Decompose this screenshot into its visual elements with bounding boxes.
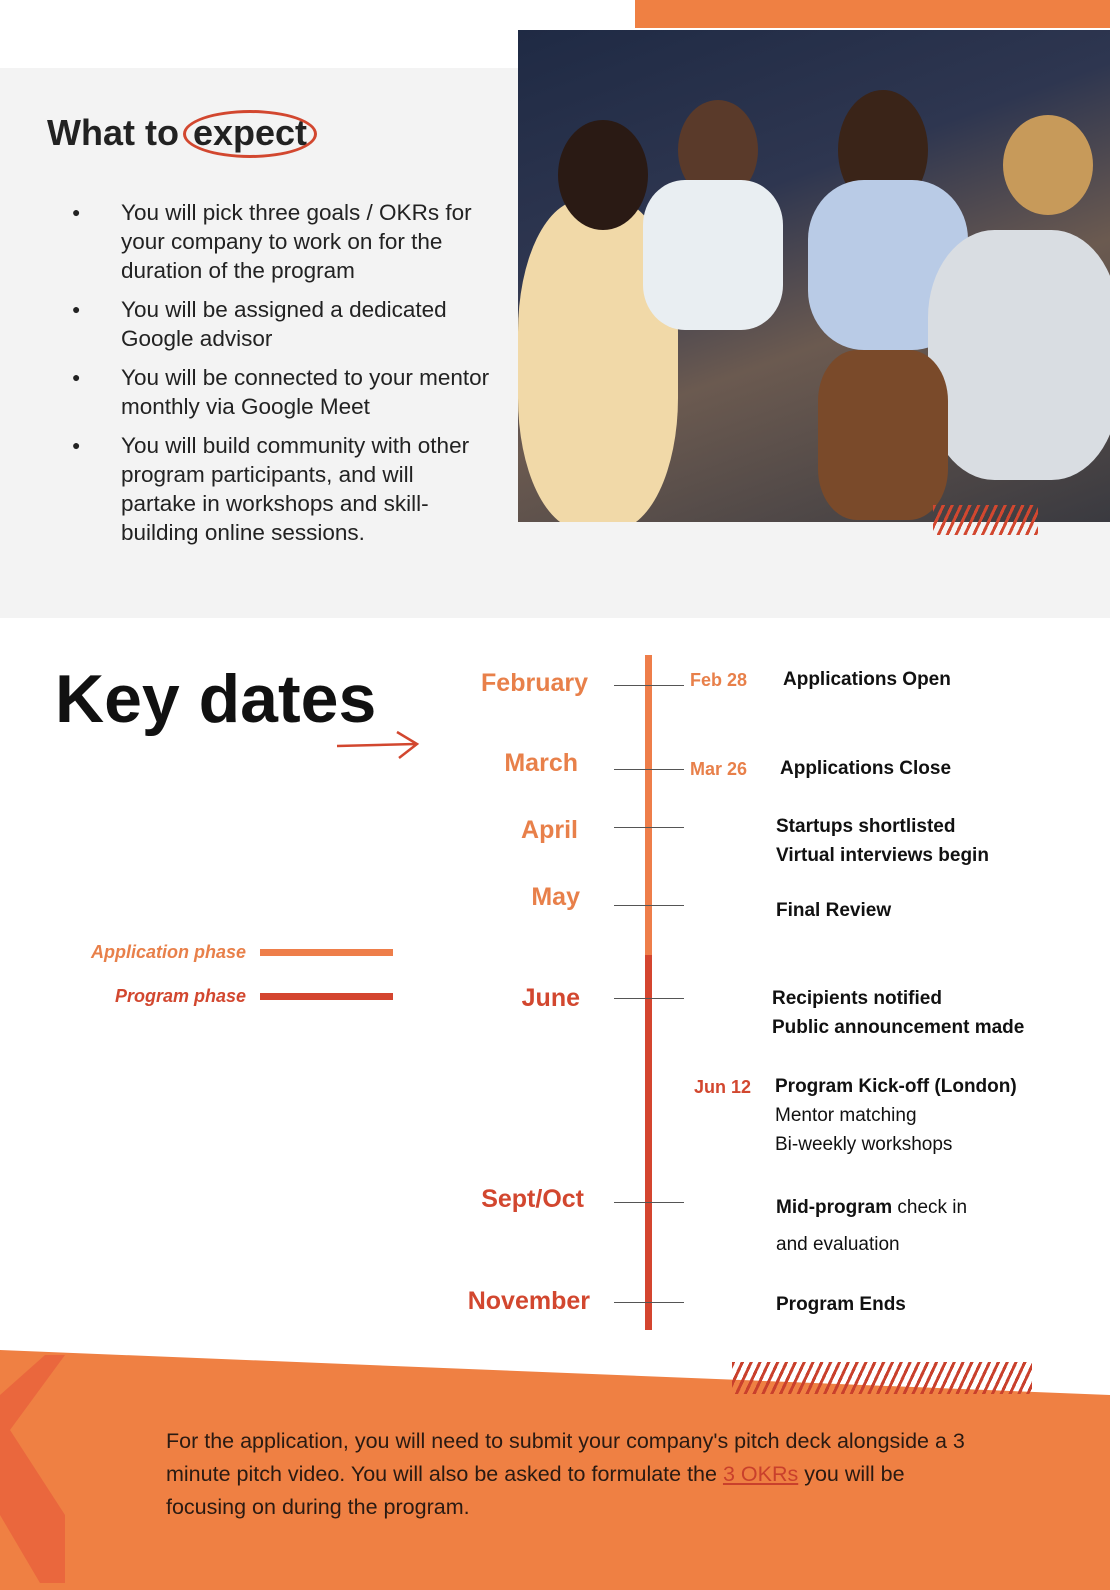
event-line: Bi-weekly workshops (775, 1134, 953, 1155)
event-line: Startups shortlisted (776, 816, 956, 837)
event (776, 1189, 967, 1263)
timeline-tick (614, 1302, 684, 1303)
event-line: Public announcement made (772, 1017, 1025, 1038)
timeline-tick (614, 1202, 684, 1203)
heading-text: What to (47, 112, 179, 153)
participants-photo (518, 30, 1110, 522)
okrs-link[interactable]: 3 OKRs (722, 1462, 799, 1486)
event-line: check in (892, 1197, 968, 1218)
month-label: Sept/Oct (481, 1185, 584, 1213)
event: Applications Open (783, 669, 951, 690)
month-label: June (521, 984, 580, 1012)
event (776, 812, 989, 870)
list-item: ● You will build community with other program participants, and will partake in workshops and skill-building online sessions. (72, 431, 492, 547)
timeline-tick (614, 769, 684, 770)
timeline-tick (614, 905, 684, 906)
phase-legend (70, 930, 393, 1018)
date-label: Feb 28 (690, 670, 748, 690)
event: Final Review (776, 900, 892, 921)
timeline-tick (614, 998, 684, 999)
event-line: Virtual interviews begin (776, 845, 989, 866)
expect-list (72, 198, 492, 557)
timeline-application-phase (645, 655, 652, 955)
legend-swatch (260, 993, 393, 1000)
top-accent-bar (635, 0, 1110, 28)
month-label: March (504, 749, 578, 777)
list-item: ● You will pick three goals / OKRs for your company to work on for the duration of the program (72, 198, 492, 285)
month-label: November (467, 1287, 590, 1315)
month-label: February (481, 669, 588, 697)
month-label: April (521, 816, 578, 844)
hatch-decoration (933, 505, 1038, 535)
event-line: Program Kick-off (London) (775, 1076, 1017, 1097)
date-label: Jun 12 (694, 1077, 752, 1097)
legend-application (70, 930, 393, 974)
event-bold: Mid-program (776, 1197, 893, 1218)
application-note (166, 1425, 966, 1524)
circled-word: expect (189, 112, 311, 154)
list-item: ● You will be assigned a dedicated Google advisor (72, 295, 492, 353)
event (772, 984, 1024, 1042)
event-line: Recipients notified (772, 988, 942, 1009)
note-text: you will be focusing on during the program. (166, 1462, 905, 1519)
hatch-decoration (732, 1362, 1032, 1394)
expect-heading (47, 112, 311, 154)
legend-swatch (260, 949, 393, 956)
event-line: Mentor matching (775, 1105, 917, 1126)
event (775, 1072, 1017, 1159)
event: Applications Close (780, 758, 952, 779)
timeline-tick (614, 685, 684, 686)
event: Program Ends (776, 1294, 906, 1315)
legend-label: Application phase (90, 941, 246, 962)
date-label: Mar 26 (690, 759, 748, 779)
month-label: May (531, 883, 580, 911)
arrow-right-icon (335, 728, 425, 764)
note-text: For the application, you will need to submit your company's pitch deck alongside a 3 minute pitch video. You will also be asked to formulate the (166, 1429, 965, 1486)
chevron-decoration (0, 1355, 70, 1583)
list-item: ● You will be connected to your mentor monthly via Google Meet (72, 363, 492, 421)
legend-program (70, 974, 393, 1018)
legend-label: Program phase (114, 985, 246, 1006)
timeline-tick (614, 827, 684, 828)
key-dates-heading: Key dates (55, 661, 377, 737)
event-line: and evaluation (776, 1234, 900, 1255)
timeline-program-phase (645, 955, 652, 1330)
